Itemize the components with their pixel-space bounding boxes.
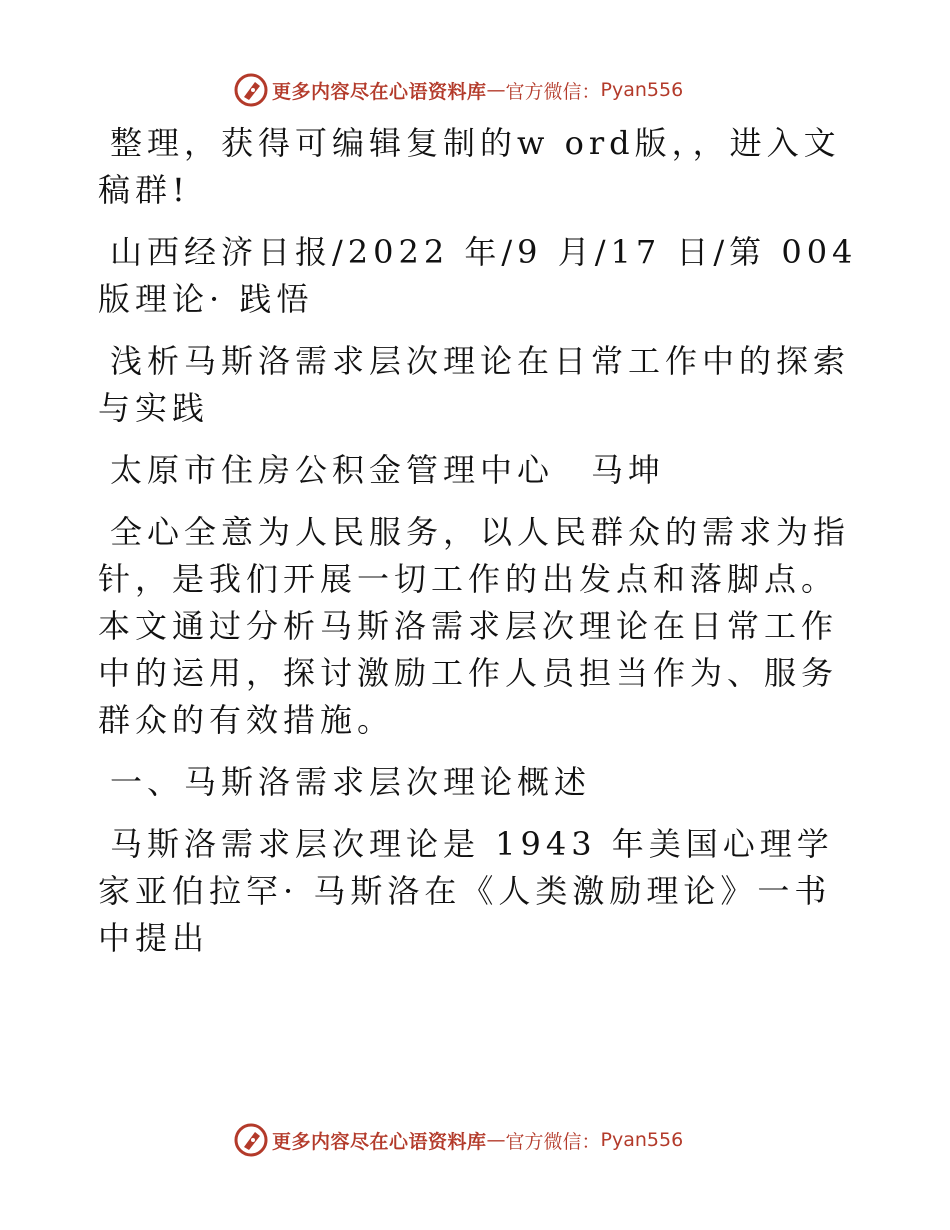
footer-watermark xyxy=(234,1120,683,1160)
article-title: 浅析马斯洛需求层次理论在日常工作中的探索与实践 xyxy=(98,342,851,427)
watermark-brand: 更多内容尽在心语资料库 xyxy=(272,80,487,103)
watermark-official: 官方微信： xyxy=(505,80,601,103)
author-line: 太原市住房公积金管理中心 马坤 xyxy=(110,451,666,489)
source-line: 山西经济日报/2022 年/9 月/17 日/第 004 版理论· 践悟 xyxy=(98,233,858,318)
document-body xyxy=(98,120,858,977)
section-heading: 一、马斯洛需求层次理论概述 xyxy=(110,763,592,801)
pen-nib-circle-icon xyxy=(234,1123,268,1157)
watermark-dash: — xyxy=(486,79,506,101)
watermark-wechat-id: Pyan556 xyxy=(600,1129,684,1151)
intro-note: 整理，获得可编辑复制的w ord版，，进入文稿群! xyxy=(98,124,841,209)
watermark-brand: 更多内容尽在心语资料库 xyxy=(272,1130,487,1153)
abstract-paragraph: 全心全意为人民服务，以人民群众的需求为指 针，是我们开展一切工作的出发点和落脚点。本文通过分析马斯洛需求层次理论在日常工作中的运用，探讨激励工作人员担当作为、服务群众的有效措施。 xyxy=(98,513,851,739)
watermark-official: 官方微信： xyxy=(505,1130,601,1153)
header-watermark xyxy=(234,70,683,110)
watermark-dash: — xyxy=(486,1129,506,1151)
body-paragraph: 马斯洛需求层次理论是 1943 年美国心理学家亚伯拉罕· 马斯洛在《人类激励理论》一书中提出 xyxy=(98,825,834,957)
pen-nib-circle-icon xyxy=(234,73,268,107)
watermark-wechat-id: Pyan556 xyxy=(600,79,684,101)
